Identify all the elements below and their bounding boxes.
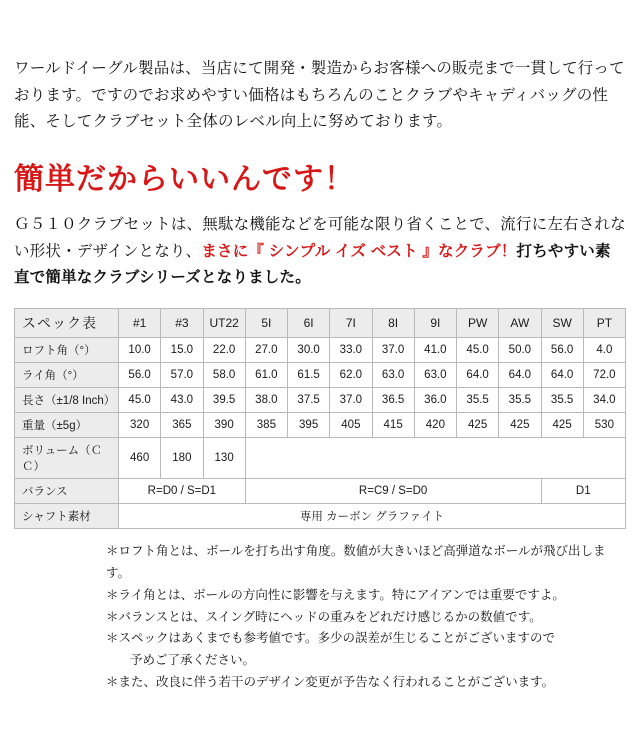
note-item: [106, 541, 626, 585]
spec-table-body: [15, 337, 626, 528]
body-copy-part3: 打ちやすい素直で簡単なクラブシリーズとなりました。: [14, 242, 611, 287]
table-row: [15, 387, 626, 412]
cell: 57.0: [161, 362, 203, 387]
note-star: ＊: [106, 587, 119, 602]
table-row: [15, 412, 626, 437]
headline: 簡単だからいいんです！: [14, 162, 355, 196]
cell: 33.0: [330, 337, 372, 362]
cell: 45.0: [119, 387, 161, 412]
cell: 35.5: [499, 387, 541, 412]
cell: 61.0: [245, 362, 287, 387]
cell: 390: [203, 412, 245, 437]
row-label: ライ角（°）: [15, 362, 119, 387]
note-item: [106, 607, 626, 629]
row-label: シャフト素材: [15, 503, 119, 528]
cell: 27.0: [245, 337, 287, 362]
cell: 43.0: [161, 387, 203, 412]
column-header: AW: [499, 308, 541, 337]
cell-balance-group1: R=D0 / S=D1: [119, 478, 246, 503]
cell: 34.0: [583, 387, 625, 412]
cell: 36.5: [372, 387, 414, 412]
cell: 415: [372, 412, 414, 437]
cell: 39.5: [203, 387, 245, 412]
body-copy-part1: Ｇ５１０クラブセットは、無駄な機能などを可能な限り省くことで、流行に左右されない形状・デザインとなり、: [14, 215, 626, 260]
cell: 62.0: [330, 362, 372, 387]
table-row: [15, 362, 626, 387]
column-header: 8I: [372, 308, 414, 337]
cell: 37.0: [372, 337, 414, 362]
column-header: #1: [119, 308, 161, 337]
cell: 37.0: [330, 387, 372, 412]
cell: 37.5: [288, 387, 330, 412]
column-header: SW: [541, 308, 583, 337]
note-text: また、改良に伴う若干のデザイン変更が予告なく行われることがございます。: [118, 675, 555, 690]
column-header: PW: [457, 308, 499, 337]
table-row-shaft: [15, 503, 626, 528]
row-label: ボリューム（ＣＣ）: [15, 437, 119, 478]
cell: 130: [203, 437, 245, 478]
cell: 38.0: [245, 387, 287, 412]
column-header: UT22: [203, 308, 245, 337]
note-text: ライ角とは、ボールの方向性に影響を与えます。特にアイアンでは重要ですよ。: [118, 587, 565, 602]
cell: 63.0: [414, 362, 456, 387]
column-header: 6I: [288, 308, 330, 337]
cell: 425: [457, 412, 499, 437]
cell: 35.5: [541, 387, 583, 412]
note-item: [106, 585, 626, 607]
cell: 61.5: [288, 362, 330, 387]
notes-block: [14, 541, 626, 694]
cell-balance-group2: R=C9 / S=D0: [245, 478, 541, 503]
column-header: PT: [583, 308, 625, 337]
row-label: バランス: [15, 478, 119, 503]
column-header: 7I: [330, 308, 372, 337]
column-header: 5I: [245, 308, 287, 337]
intro-paragraph: ワールドイーグル製品は、当店にて開発・製造からお客様への販売まで一貫して行っております。ですのでお求めやすい価格はもちろんのことクラブやキャディバッグの性能、そしてクラブセット全体のレベル向上に努めております。: [14, 60, 625, 131]
note-star: ＊: [106, 609, 119, 624]
cell: 395: [288, 412, 330, 437]
spec-table: [14, 308, 626, 529]
cell-shaft-material: 専用 カーボン グラファイト: [119, 503, 626, 528]
body-copy-highlight: まさに『 シンプル イズ ベスト 』なクラブ！: [201, 242, 517, 260]
spec-table-title: スペック表: [15, 308, 119, 337]
note-text: スペックはあくまでも参考値です。多少の誤差が生じることがございますので: [118, 631, 556, 646]
table-row: [15, 337, 626, 362]
table-header-row: [15, 308, 626, 337]
row-label: ロフト角（°）: [15, 337, 119, 362]
cell: 180: [161, 437, 203, 478]
cell-balance-group3: D1: [541, 478, 626, 503]
cell: 30.0: [288, 337, 330, 362]
cell: 405: [330, 412, 372, 437]
cell: 4.0: [583, 337, 625, 362]
cell: 425: [499, 412, 541, 437]
row-label: 重量（±5g）: [15, 412, 119, 437]
cell: 10.0: [119, 337, 161, 362]
column-header: 9I: [414, 308, 456, 337]
column-header: #3: [161, 308, 203, 337]
product-spec-page: [0, 56, 640, 747]
cell: 320: [119, 412, 161, 437]
cell: 58.0: [203, 362, 245, 387]
cell: 15.0: [161, 337, 203, 362]
cell: 36.0: [414, 387, 456, 412]
cell: 420: [414, 412, 456, 437]
note-star: ＊: [106, 675, 119, 690]
note-star: ＊: [106, 631, 119, 646]
cell: 365: [161, 412, 203, 437]
cell: 64.0: [541, 362, 583, 387]
cell: 385: [245, 412, 287, 437]
cell: 56.0: [119, 362, 161, 387]
cell: 35.5: [457, 387, 499, 412]
note-text: バランスとは、スイング時にヘッドの重みをどれだけ感じるかの数値です。: [118, 609, 542, 624]
cell: 45.0: [457, 337, 499, 362]
cell: 41.0: [414, 337, 456, 362]
row-label: 長さ（±1/8 Inch）: [15, 387, 119, 412]
cell: 64.0: [457, 362, 499, 387]
table-row-balance: [15, 478, 626, 503]
cell: 72.0: [583, 362, 625, 387]
cell: 56.0: [541, 337, 583, 362]
note-item: [106, 628, 626, 650]
cell: 64.0: [499, 362, 541, 387]
cell: 50.0: [499, 337, 541, 362]
cell: 460: [119, 437, 161, 478]
cell: 63.0: [372, 362, 414, 387]
body-copy: [14, 212, 626, 292]
note-continuation: 予めご了承ください。: [130, 653, 256, 668]
note-text: ロフト角とは、ボールを打ち出す角度。数値が大きいほど高弾道なボールが飛び出します。: [106, 543, 606, 580]
cell-empty: [245, 437, 625, 478]
cell: 425: [541, 412, 583, 437]
cell: 22.0: [203, 337, 245, 362]
intro-block: [14, 56, 626, 136]
spec-table-head: [15, 308, 626, 337]
table-row-volume: [15, 437, 626, 478]
note-star: ＊: [106, 543, 119, 558]
cell: 530: [583, 412, 625, 437]
